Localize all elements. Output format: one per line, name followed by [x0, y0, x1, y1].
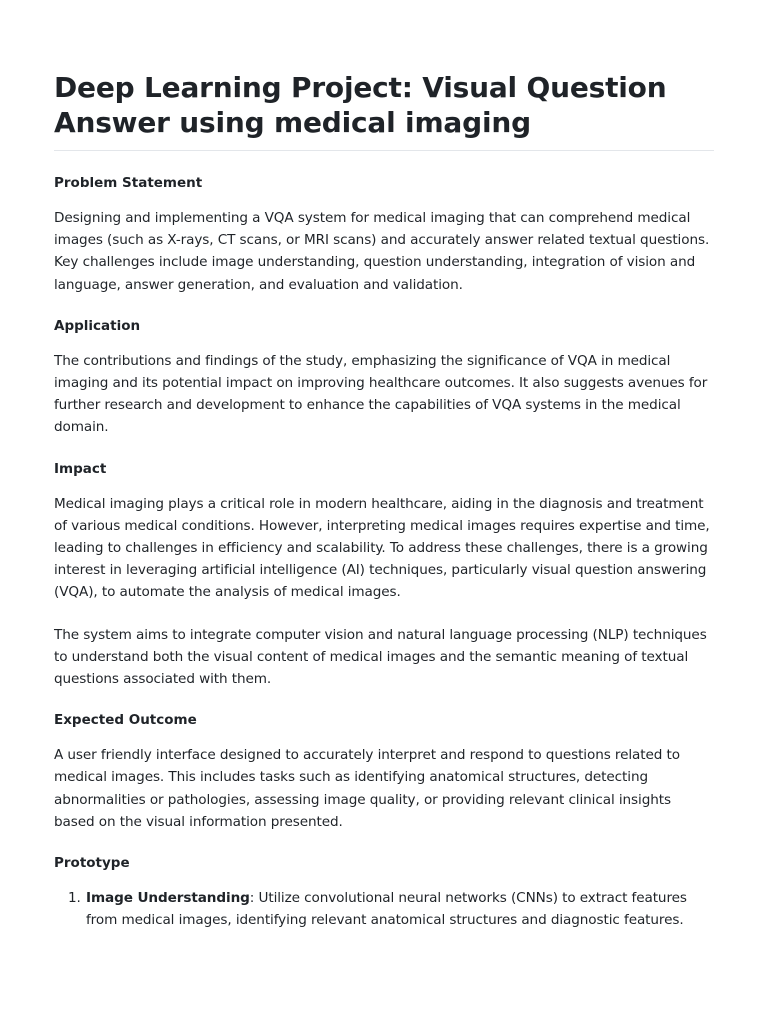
paragraph: The system aims to integrate computer vision and natural language processing (NLP) techniques to understand both the visual content of medical images and the semantic meaning of textual questions associated with them. — [54, 626, 707, 688]
paragraph: Designing and implementing a VQA system for medical imaging that can comprehend medical images (such as X-rays, CT scans, or MRI scans) and accurately answer related textual questions. Key challenges include image understanding, question understanding, integration of vision and language, answer generation, and evaluation and validation. — [54, 210, 710, 293]
section-problem-statement — [54, 173, 714, 296]
section-prototype — [54, 853, 714, 931]
section-heading: Expected Outcome — [54, 712, 197, 729]
document-title: Deep Learning Project: Visual Question Answer using medical imaging — [54, 70, 714, 151]
paragraph: Medical imaging plays a critical role in modern healthcare, aiding in the diagnosis and treatment of various medical conditions. However, interpreting medical images requires expertise and time, leading to challenges in efficiency and scalability. To address these challenges, there is a growing interest in leveraging artificial intelligence (AI) techniques, particularly visual question answering (VQA), to automate the analysis of medical images. — [54, 495, 710, 601]
section-heading: Application — [54, 317, 141, 334]
section-expected-outcome — [54, 710, 714, 833]
list-item-body — [86, 887, 714, 931]
list-item-term: Image Understanding — [86, 890, 250, 907]
list-item — [68, 887, 714, 931]
section-heading: Prototype — [54, 855, 130, 872]
section-heading: Impact — [54, 460, 107, 477]
section-application — [54, 316, 714, 439]
list-number: 1. — [68, 890, 81, 907]
list-item-text: : Utilize convolutional neural networks (CNNs) to extract features from medical images, identifying relevant anatomical structures and diagnostic features. — [86, 890, 687, 929]
section-impact — [54, 459, 714, 691]
paragraph: The contributions and findings of the study, emphasizing the significance of VQA in medical imaging and its potential impact on improving healthcare outcomes. It also suggests avenues for further research and development to enhance the capabilities of VQA systems in the medical domain. — [54, 352, 708, 436]
prototype-list — [54, 887, 714, 931]
paragraph: A user friendly interface designed to accurately interpret and respond to questions related to medical images. This includes tasks such as identifying anatomical structures, detecting abnormalities or pathologies, assessing image quality, or providing relevant clinical insights based on the visual information presented. — [54, 747, 680, 830]
section-heading: Problem Statement — [54, 175, 203, 191]
